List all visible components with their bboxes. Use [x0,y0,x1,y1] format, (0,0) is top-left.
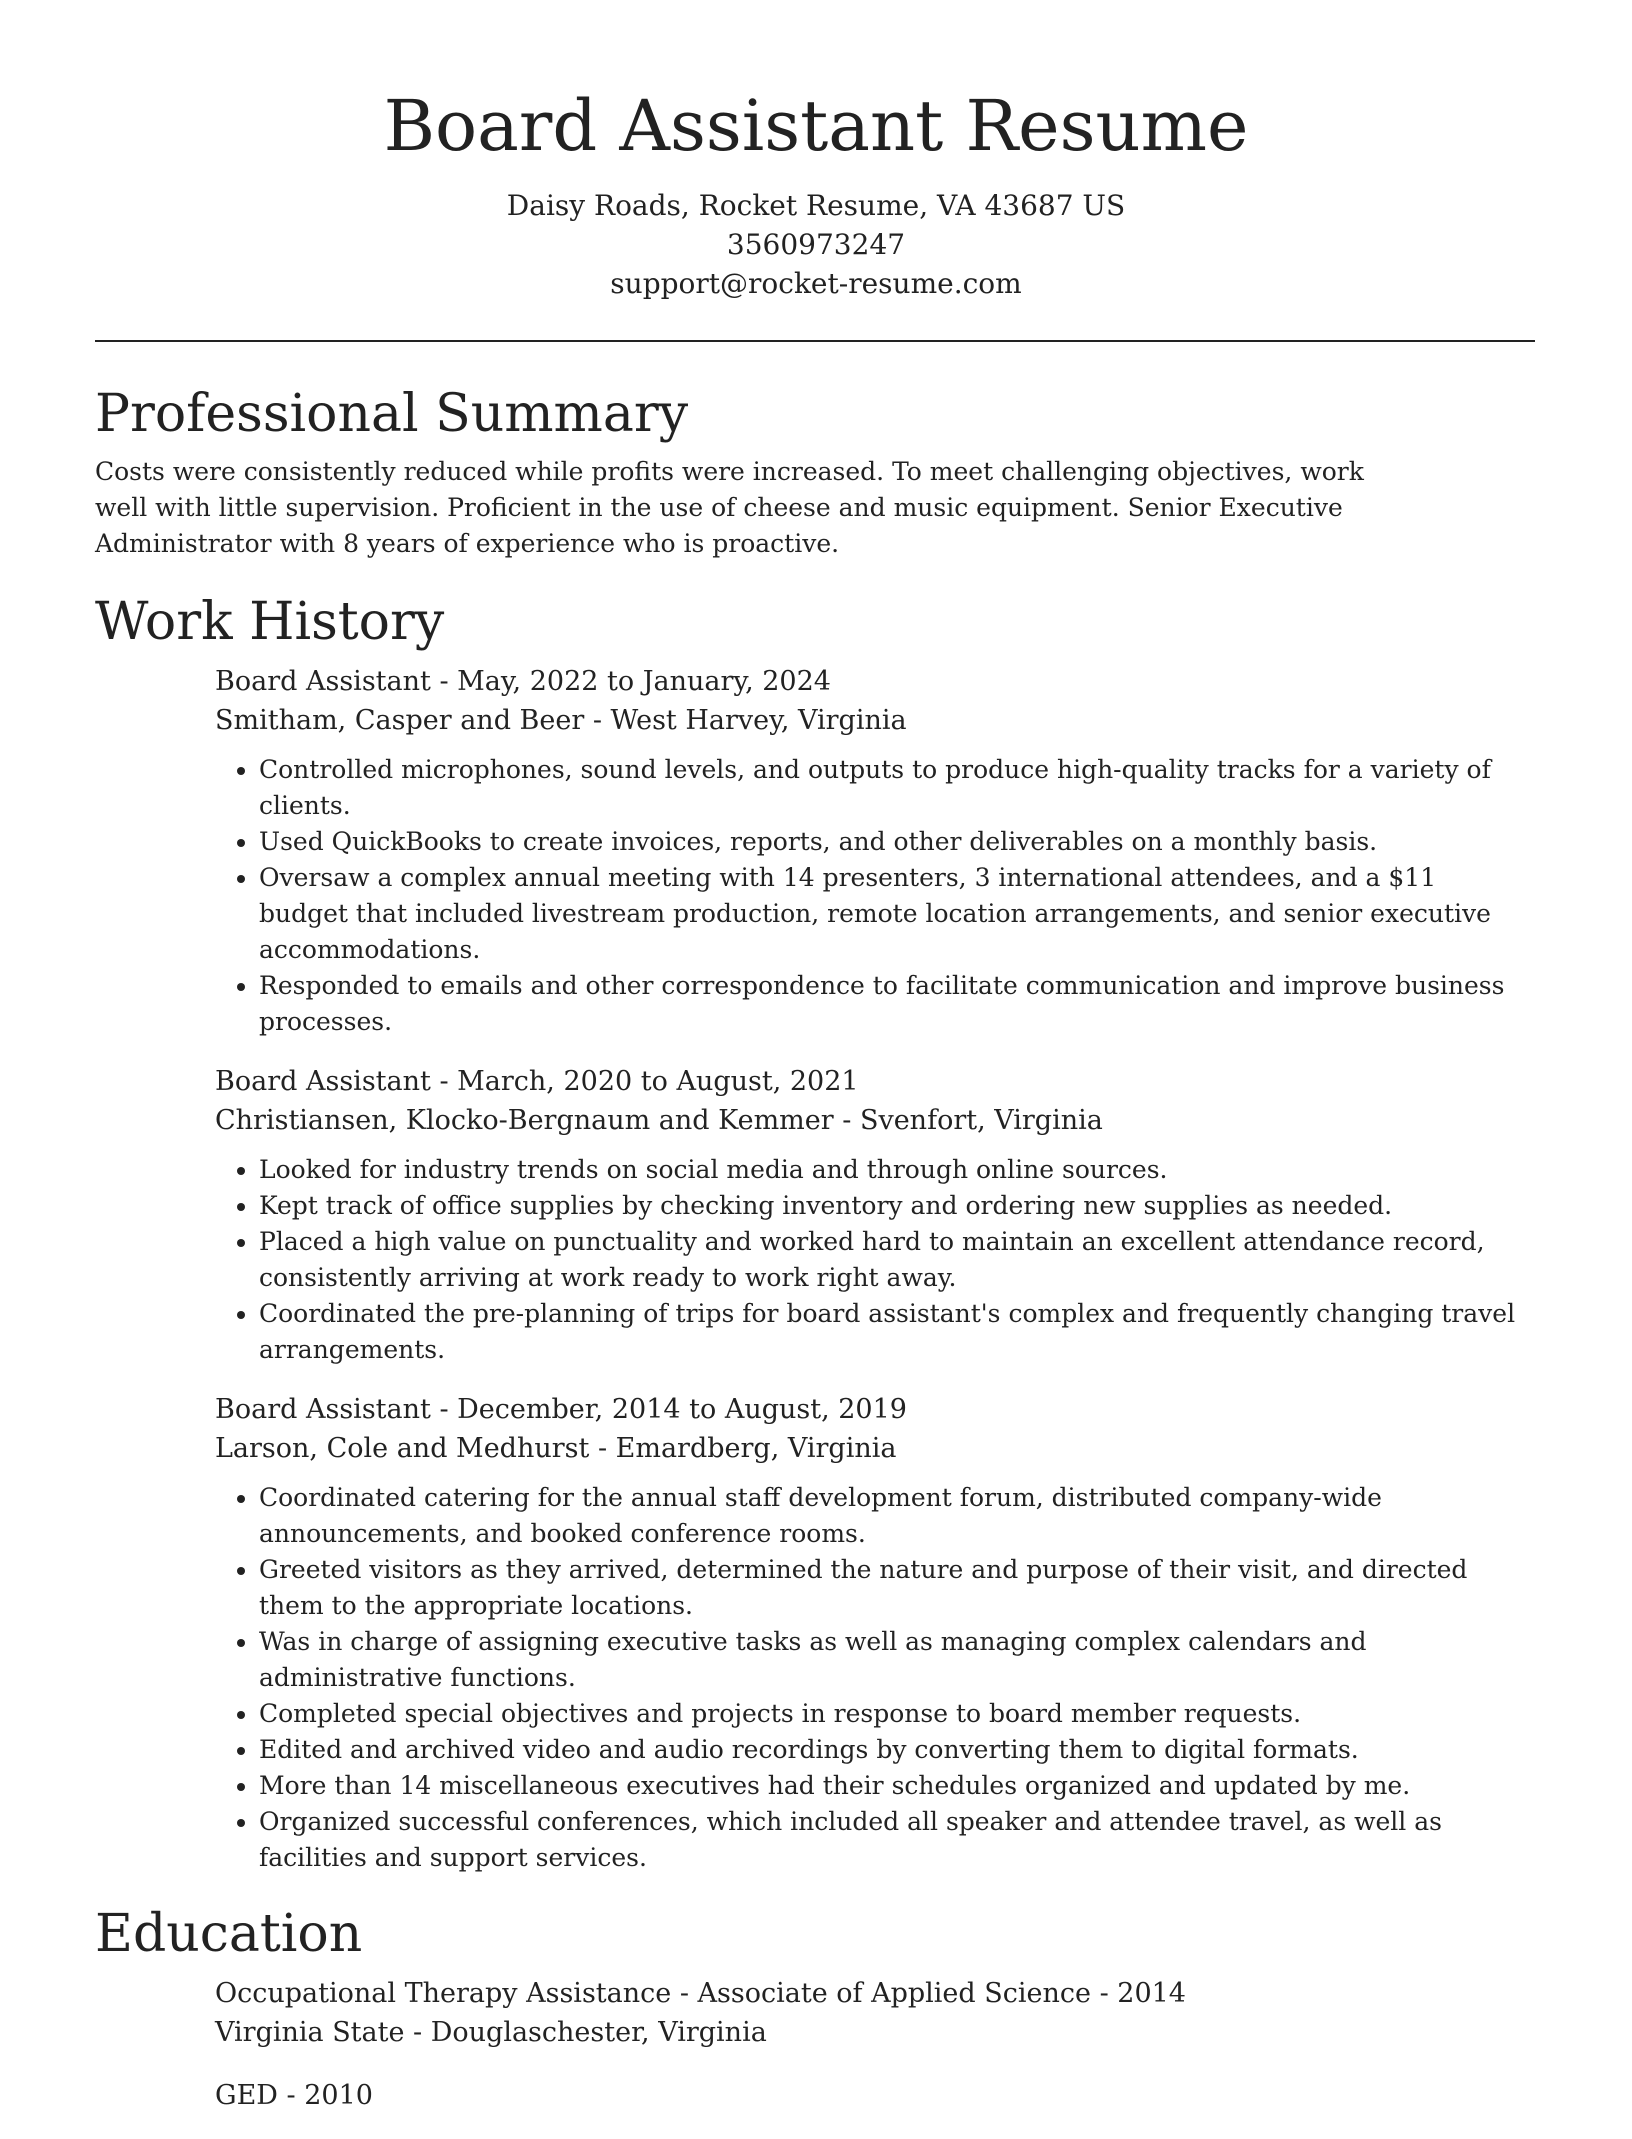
job-bullet: • Used QuickBooks to create invoices, reports, and other deliverables on a monthly basis. [259,824,1520,860]
job-bullet: • Edited and archived video and audio recordings by converting them to digital formats. [259,1732,1520,1768]
job-bullet: • Organized successful conferences, which included all speaker and attendee travel, as well as facilities and support services. [259,1804,1520,1876]
job-entry [215,662,1520,1040]
job-bullets [215,1480,1520,1876]
job-bullet: • Coordinated catering for the annual staff development forum, distributed company-wide announcements, and booked conference rooms. [259,1480,1520,1552]
job-bullet: • More than 14 miscellaneous executives had their schedules organized and updated by me. [259,1768,1520,1804]
job-bullet: • Completed special objectives and projects in response to board member requests. [259,1696,1520,1732]
page-title: Board Assistant Resume [383,85,1249,167]
job-entry [215,1062,1520,1368]
job-company-line: Christiansen, Klocko-Bergnaum and Kemmer - Svenfort, Virginia [215,1105,1103,1136]
contact-info [0,186,1632,303]
job-bullet: • Controlled microphones, sound levels, and outputs to produce high-quality tracks for a variety of clients. [259,752,1520,824]
job-bullets [215,1152,1520,1368]
job-title-line: Board Assistant - December, 2014 to August, 2019 [215,1394,907,1425]
job-bullet: • Kept track of office supplies by checking inventory and ordering new supplies as needed. [259,1188,1520,1224]
job-bullet: • Placed a high value on punctuality and worked hard to maintain an excellent attendance record, consistently arriving at work ready to work right away. [259,1224,1520,1296]
job-company-line: Larson, Cole and Medhurst - Emardberg, Virginia [215,1433,897,1464]
job-title-line: Board Assistant - May, 2022 to January, 2024 [215,666,831,697]
summary-heading: Professional Summary [95,384,689,444]
education-degree-line: Occupational Therapy Assistance - Associate of Applied Science - 2014 [215,1978,1186,2009]
job-bullet: • Coordinated the pre-planning of trips for board assistant's complex and frequently changing travel arrangements. [259,1296,1520,1368]
job-bullet: • Greeted visitors as they arrived, determined the nature and purpose of their visit, and directed them to the appropriate locations. [259,1552,1520,1624]
summary-text: Costs were consistently reduced while profits were increased. To meet challenging objectives, work well with little supervision. Proficient in the use of cheese and music equipment. Senior Executive Administrator with 8 years of experience who is proactive. [95,457,1364,558]
job-title-line: Board Assistant - March, 2020 to August, 2021 [215,1066,859,1097]
resume-body [95,378,1535,2139]
education-entry [215,1974,1520,2052]
resume-header [0,80,1632,303]
education-section [95,1898,1535,2115]
education-degree-line: GED - 2010 [215,2080,373,2111]
job-bullets [215,752,1520,1040]
work-history-heading: Work History [95,592,445,652]
job-bullet: • Responded to emails and other correspondence to facilitate communication and improve business processes. [259,968,1520,1040]
header-divider [95,340,1535,342]
summary-section [95,378,1535,562]
job-entry [215,1390,1520,1876]
phone: 3560973247 [726,228,906,261]
job-company-line: Smitham, Casper and Beer - West Harvey, Virginia [215,705,907,736]
work-history-section [95,586,1535,1876]
education-entry [215,2076,1520,2115]
email: support@rocket-resume.com [610,267,1022,300]
job-bullet: • Was in charge of assigning executive tasks as well as managing complex calendars and administrative functions. [259,1624,1520,1696]
education-heading: Education [95,1904,363,1964]
job-bullet: • Looked for industry trends on social media and through online sources. [259,1152,1520,1188]
address: Daisy Roads, Rocket Resume, VA 43687 US [506,189,1126,222]
job-bullet: • Oversaw a complex annual meeting with 14 presenters, 3 international attendees, and a $11 budget that included livestream production, remote location arrangements, and senior executive accommodations. [259,860,1520,968]
education-school-line: Virginia State - Douglaschester, Virginia [215,2017,767,2048]
